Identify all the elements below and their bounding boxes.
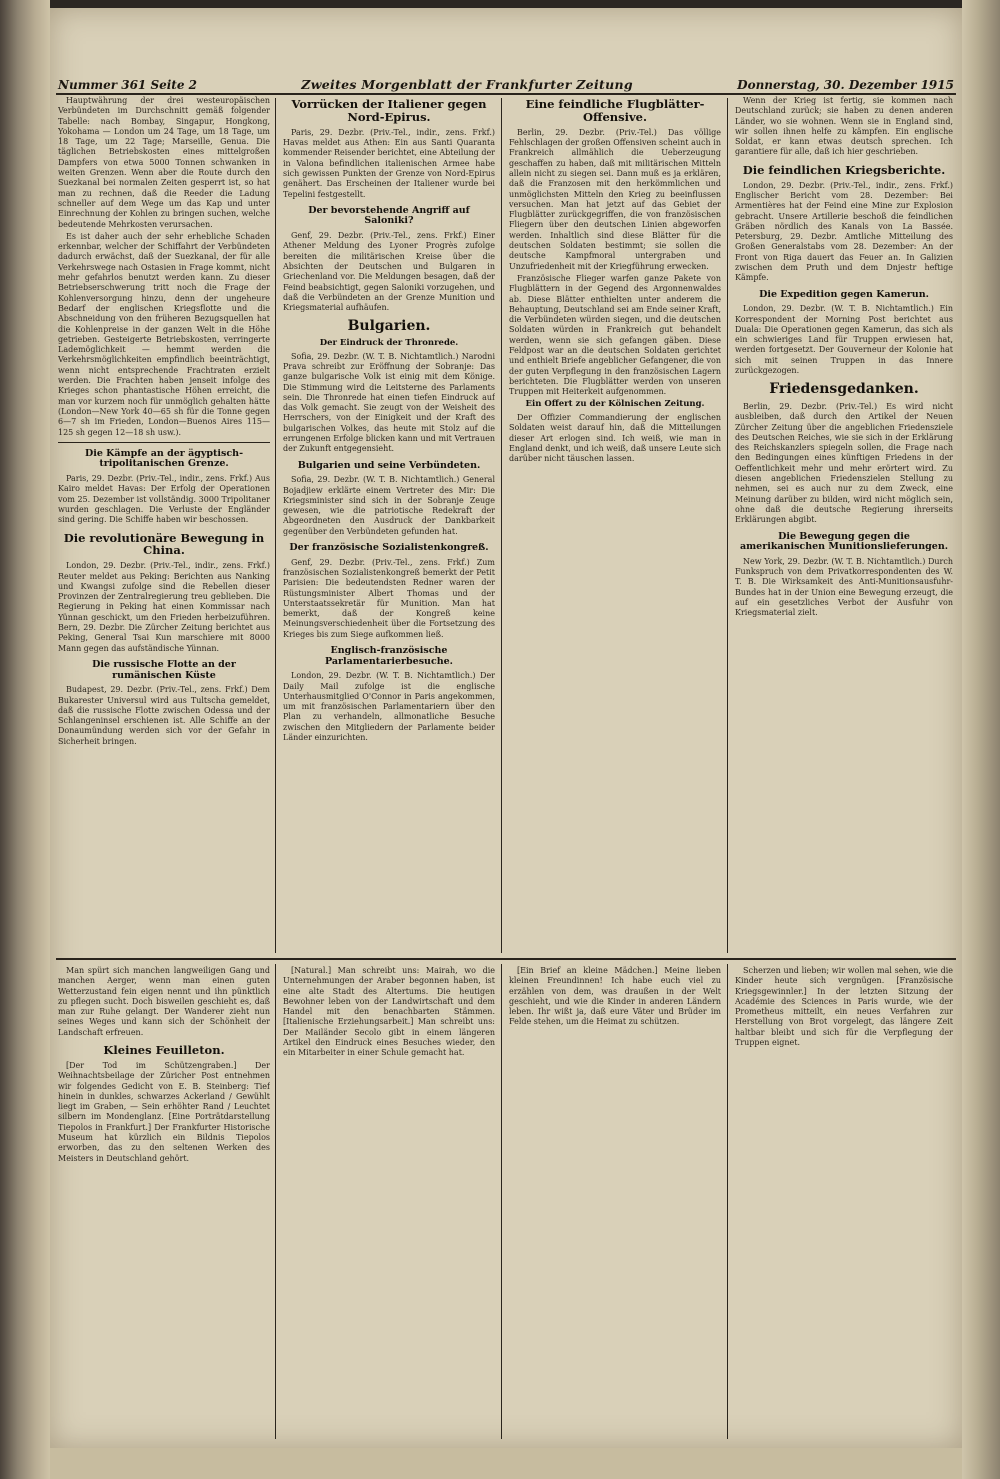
- column-divider: [501, 98, 502, 953]
- headline-leaflets: Eine feindliche Flugblätter-Offensive.: [525, 97, 705, 124]
- headline-offer: Ein Offert zu der Kölnischen Zeitung.: [525, 399, 705, 410]
- feuilleton-column-4: [735, 966, 953, 1441]
- issue-date: Donnerstag, 30. Dezember 1915: [737, 78, 954, 92]
- article-parliament-visits: London, 29. Dezbr. (W. T. B. Nichtamtlich.) Der Daily Mail zufolge ist die englische Unterhausmitglied O'Connor in Paris angekommen, um mit französischen Parlamentariern über den Plan zu verhandeln, allmonatliche Besuche zwischen den Mitgliedern der Parlamente beider Länder einzurichten.: [283, 671, 495, 743]
- newspaper-page: [50, 8, 962, 1448]
- column-divider: [727, 964, 728, 1439]
- column-divider: [275, 98, 276, 953]
- headline-italy: Vorrücken der Italiener gegen Nord-Epirus.: [291, 97, 487, 124]
- article-saloniki: Genf, 29. Dezbr. (Priv.-Tel., zens. Frkf.) Einer Athener Meldung des Lyoner Progrès zufolge bereiten die militärischen Kreise über die Absichten der Deutschen und Bulgaren in Griechenland vor. Die Meldungen besagen, daß der Feind beabsichtigt, gegen Saloniki vorzugehen, und daß die Verbündeten an der Grenze Munition und Kriegsmaterial aufhäufen.: [283, 231, 495, 313]
- headline-saloniki: Der bevorstehende Angriff auf Saloniki?: [308, 204, 470, 227]
- headline-peace: Friedensgedanken.: [769, 381, 919, 398]
- column-1: [58, 96, 270, 954]
- headline-feuilleton: Kleines Feuilleton.: [103, 1043, 225, 1058]
- column-divider: [727, 98, 728, 953]
- trade-route-text: Hauptwährung der drei westeuropäischen Verbündeten im Durchschnitt gemäß folgender Tabelle: nach Bombay, Singapur, Hongkong, Yokohama — London um 24 Tage, um 18 Tage, um 18 Tage, um 22 Tage; Marseille, Genua. Die täglichen Betriebskosten eines mittelgroßen Dampfers von etwa 5000 Tonnen schwanken in weiten Grenzen. Wenn aber die Route durch den Suezkanal bei normalen Zeiten gesperrt ist, so hat man zu rechnen, daß die Reeder die Ladung schneller auf dem Wege um das Kap und unter Einrechnung der Kohlen zu bringen suchen, welche bedeutende Mehrkosten verursachen.: [58, 96, 270, 229]
- feuilleton-rule: [56, 958, 956, 960]
- column-divider: [275, 964, 276, 1439]
- column-divider: [501, 964, 502, 1439]
- feuilleton-column-1: [58, 966, 270, 1441]
- issue-number: Nummer 361 Seite 2: [58, 78, 198, 92]
- feuilleton-column-2: [283, 966, 495, 1441]
- headline-socialist-congress: Der französische Sozialistenkongreß.: [289, 542, 489, 554]
- letter-text: Wenn der Krieg ist fertig, sie kommen nach Deutschland zurück; sie haben zu denen anderen Länder, wo sie wohnen. Wenn sie in England sind, wir sollen ihnen helfe zu kämpfen. Ein englische Soldat, er kann etwas deutsch sprechen. Ich garantiere für alle, daß ich hier geschrieben.: [735, 96, 953, 157]
- headline-cameroon: Die Expedition gegen Kamerun.: [759, 288, 929, 300]
- article-separator: [58, 442, 270, 443]
- headline-egypt: Die Kämpfe an der ägyptisch-tripolitanischen Grenze.: [84, 447, 244, 470]
- masthead-rule: [56, 93, 956, 95]
- newspaper-title: Zweites Morgenblatt der Frankfurter Zeitung: [301, 77, 633, 92]
- headline-war-reports: Die feindlichen Kriegsberichte.: [742, 162, 946, 177]
- page-bottom-edge: [50, 1448, 962, 1479]
- headline-bulgaria: Bulgarien.: [347, 318, 431, 335]
- article-leaflets-continued: Französische Flieger warfen ganze Pakete von Flugblättern in der Gegend des Argonnenwaldes ab. Diese Blätter enthielten unter anderem die Behauptung, Deutschland sei am Ende seiner Kraft, die Verbündeten würden siegen, und die deutschen Soldaten würden in Frankreich gut behandelt werden, wenn sie sich gefangen gäben. Diese Feldpost war an die deutschen Soldaten gerichtet und enthielt Briefe angeblicher Gefangener, die von der guten Verpflegung in den französischen Lagern berichteten. Die Flugblätter werden von unseren Truppen mit Heiterkeit aufgenommen.: [509, 273, 721, 397]
- article-war-reports: London, 29. Dezbr. (Priv.-Tel., indir., zens. Frkf.) Englischer Bericht vom 28. Dezember: Bei Armentières hat der Feind eine Mine zur Explosion gebracht. Unsere Artillerie beschoß die feindlichen Gräben nördlich des Kanals von La Bassée. Petersburg, 29. Dezbr. Amtliche Mitteilung des Großen Generalstabs vom 28. Dezember: An der Front von Riga dauert das Feuer an. In Galizien zwischen dem Pruth und dem Dnjestr heftige Kämpfe.: [735, 180, 953, 283]
- article-egypt: Paris, 29. Dezbr. (Priv.-Tel., indir., zens. Frkf.) Aus Kairo meldet Havas: Der Erfolg der Operationen vom 25. Dezember ist vollständig. 3000 Tripolitaner wurden geschlagen. Die Verluste der Engländer sind gering. Die Schiffe haben wir beschossen.: [58, 474, 270, 525]
- feuilleton-column-3-text: [Ein Brief an kleine Mädchen.] Meine lieben kleinen Freundinnen! Ich habe euch viel zu erzählen von dem, was draußen in der Welt geschieht, und wie die Kinder in anderen Ländern leben. Ihr wißt ja, daß eure Väter und Brüder im Felde stehen, um die Heimat zu schützen.: [509, 966, 721, 1027]
- feuilleton-column-2-text: [Natural.] Man schreibt uns: Mairah, wo die Unternehmungen der Araber begonnen haben, ist eine alte Stadt des Altertums. Die heutigen Bewohner leben von der Landwirtschaft und dem Handel mit den benachbarten Stämmen. [Italienische Erziehungsarbeit.] Man schreibt uns: Der Mailänder Secolo gibt in einem längeren Artikel den Eindruck eines Besuches wieder, den ein Mitarbeiter in einer Schule gemacht hat.: [283, 966, 495, 1058]
- headline-china: Die revolutionäre Bewegung in China.: [63, 530, 265, 558]
- headline-parliament-visits: Englisch-französische Parlamentarierbesuche.: [324, 645, 453, 667]
- headline-america: Die Bewegung gegen die amerikanischen Munitionslieferungen.: [739, 530, 949, 553]
- article-socialist-congress: Genf, 29. Dezbr. (Priv.-Tel., zens. Frkf.) Zum französischen Sozialistenkongreß bemerkt der Petit Parisien: Die bedeutendsten Redner waren der Rüstungsminister Albert Thomas und der Unterstaatssekretär für Munition. Man hat bemerkt, daß der Kongreß keine Meinungsverschiedenheit über die Fortsetzung des Krieges bis zum Siege aufkommen ließ.: [283, 557, 495, 639]
- article-america: New York, 29. Dezbr. (W. T. B. Nichtamtlich.) Durch Funkspruch von dem Privatkorrespondenten des W. T. B. Die Wirksamkeit des Anti-Munitionsausfuhr-Bundes hat in der Union eine Bewegung erzeugt, die auf ein gesetzliches Verbot der Ausfuhr von Kriegsmaterial zielt.: [735, 556, 953, 618]
- page-fore-edge: [962, 0, 1000, 1479]
- shipping-costs-text: Es ist daher auch der sehr erhebliche Schaden erkennbar, welcher der Schiffahrt der Verbündeten dadurch erwächst, daß der Suezkanal, der für alle Verkehrswege nach Ostasien in Frage kommt, nicht mehr gefahrlos benutzt werden kann. Zu dieser Betriebserschwerung tritt noch die Frage der Kohlenversorgung hinzu, denn der ungeheure Bedarf der englischen Kriegsflotte und die Abschneidung von den früheren Bezugsquellen hat die Kohlenpreise in der ganzen Welt in die Höhe getrieben. Gesteigerte Betriebskosten, verringerte Lademöglichkeit — hemmt werden die Verkehrsmöglichkeiten empfindlich beeinträchtigt, wenn nicht entsprechende Frachtraten erzielt werden. Die Frachten haben jenseit infolge des Krieges schon phantastische Höhen erreicht, die man vor kurzem noch für unmöglich gehalten hätte (London—New York 40—65 sh für die Tonne gegen 6—7 sh im Frieden, London—Buenos Aires 115—125 sh gegen 12—18 sh usw.).: [58, 231, 270, 437]
- feuilleton-text: [Der Tod im Schützengraben.] Der Weihnachtsbeilage der Züricher Post entnehmen wir folgendes Gedicht von E. B. Steinberg: Tief hinein in dunkles, schwarzes Ackerland / Gewühlt liegt im Graben, — Sein erhöhter Rand / Leuchtet silbern im Mondenglanz. [Eine Porträtdarstellung Tiepolos in Frankfurt.] Der Frankfurter Historische Museum hat kürzlich ein Bildnis Tiepolos erworben, das zu den seltenen Werken des Meisters in Deutschland gehört.: [58, 1060, 270, 1163]
- article-throne-speech: Sofia, 29. Dezbr. (W. T. B. Nichtamtlich.) Narodni Prava schreibt zur Eröffnung der Sobranje: Das ganze bulgarische Volk ist einig mit dem Könige. Die Stimmung wird die Leitsterne des Parlaments sein. Die Thronrede hat einen tiefen Eindruck auf das Volk gemacht. Sie zeugt von der Weisheit des Herrschers, von der Einigkeit und der Kraft des bulgarischen Volkes, das heute mit Stolz auf die errungenen Erfolge blicken kann und mit Vertrauen der Zukunft entgegensieht.: [283, 351, 495, 454]
- article-offer: Der Offizier Commandierung der englischen Soldaten weist darauf hin, daß die Mitteilungen dieser Art erlogen sind. Ich weiß, wie man in England denkt, und ich weiß, daß unsere Leute sich darüber nicht täuschen lassen.: [509, 412, 721, 464]
- column-4: [735, 96, 953, 954]
- article-peace: Berlin, 29. Dezbr. (Priv.-Tel.) Es wird nicht ausbleiben, daß durch den Artikel der Neuen Zürcher Zeitung über die angeblichen Friedensziele des Deutschen Reiches, wie sie sich in der Erklärung des Reichskanzlers spiegeln sollen, die Frage nach den Bedingungen eines künftigen Friedens in der Oeffentlichkeit mehr und mehr erörtert wird. Zu diesen angeblichen Friedenszielen Stellung zu nehmen, sei es auch nur zu dem Zweck, eine Meinung darüber zu bilden, wird nicht möglich sein, ohne daß die deutsche Regierung ihrerseits Erklärungen abgibt.: [735, 402, 953, 525]
- masthead: [58, 72, 954, 92]
- article-leaflets: Berlin, 29. Dezbr. (Priv.-Tel.) Das völlige Fehlschlagen der großen Offensiven scheint auch in Frankreich allmählich die Ueberzeugung geschaffen zu haben, daß mit militärischen Mitteln allein nicht zu siegen sei. Dann muß es ja erklären, daß die Franzosen mit den herkömmlichen und unmöglichsten Mitteln den Krieg zu beeinflussen versuchen. Man hat jetzt auf das Gebiet der Flugblätter zurückgegriffen, die von französischen Fliegern über den deutschen Linien abgeworfen werden. Inhaltlich sind diese Blätter für die deutschen Soldaten bestimmt; sie sollen die deutsche Kampfmoral untergraben und Unzufriedenheit mit der Kriegführung erwecken.: [509, 127, 721, 271]
- headline-russian-fleet: Die russische Flotte an der rumänischen Küste: [92, 658, 236, 681]
- feuilleton-intro-text: Man spürt sich manchen langweiligen Gang und manchen Aerger, wenn man einen guten Wetterzustand fein eigen nennt und ihn pünktlich zu pflegen sucht. Doch bisweilen geschieht es, daß man zur Ruhe gelangt. Der Wanderer zieht nun seines Weges und kann sich der Schönheit der Landschaft erfreuen.: [58, 966, 270, 1037]
- headline-bulgaria-allies: Bulgarien und seine Verbündeten.: [297, 459, 481, 471]
- column-2: [283, 96, 495, 954]
- subhead-throne-speech: Der Eindruck der Thronrede.: [319, 338, 459, 349]
- book-binding: [0, 0, 50, 1479]
- column-3: [509, 96, 721, 954]
- feuilleton-column-4-text: Scherzen und lieben; wir wollen mal sehen, wie die Kinder heute sich vergnügen. [Französische Kriegsgewinnler.] In der letzten Sitzung der Académie des Sciences in Paris wurde, wie der Prometheus mitteilt, ein neues Verfahren zur Herstellung von Brot vorgelegt, das längere Zeit haltbar bleibt und sich für die Verpflegung der Truppen eignet.: [735, 966, 953, 1048]
- article-china: London, 29. Dezbr. (Priv.-Tel., indir., zens. Frkf.) Reuter meldet aus Peking: Berichten aus Nanking und Kwangsi zufolge sind die Rebellen dieser Provinzen der Zentralregierung treu geblieben. Die Regierung in Peking hat einen Kommissar nach Yünnan geschickt, um den Frieden herbeizuführen. Bern, 29. Dezbr. Die Zürcher Zeitung berichtet aus Peking, General Tsai Kun marschiere mit 8000 Mann gegen das aufständische Yünnan.: [58, 561, 270, 653]
- article-italy: Paris, 29. Dezbr. (Priv.-Tel., indir., zens. Frkf.) Havas meldet aus Athen: Ein aus Santi Quaranta kommender Reisender berichtet, eine Abteilung der in Valona befindlichen italienischen Armee habe sich gewissen Punkten der Grenze von Nord-Epirus genähert. Das Erscheinen der Italiener wurde bei Tepelini festgestellt.: [283, 127, 495, 199]
- article-bulgaria-allies: Sofia, 29. Dezbr. (W. T. B. Nichtamtlich.) General Bojadjiew erklärte einem Vertreter des Mir: Die Kriegsminister sind sich in der Sobranje Zeuge gewesen, wie die patriotische Redekraft der Abgeordneten den Ausdruck der Dankbarkeit gegenüber den Verbündeten gefunden hat.: [283, 475, 495, 536]
- article-russian-fleet: Budapest, 29. Dezbr. (Priv.-Tel., zens. Frkf.) Dem Bukarester Universul wird aus Tultscha gemeldet, daß die russische Flotte zwischen Odessa und der Schlangeninsel erschienen ist. Alle Schiffe an der Donaumündung werden sich vor der Gefahr in Sicherheit bringen.: [58, 685, 270, 746]
- article-cameroon: London, 29. Dezbr. (W. T. B. Nichtamtlich.) Ein Korrespondent der Morning Post berichtet aus Duala: Die Operationen gegen Kamerun, das sich als ein schwieriges Land für Truppen erwiesen hat, werden fortgesetzt. Der Gouverneur der Kolonie hat sich mit seinen Truppen in das Innere zurückgezogen.: [735, 304, 953, 376]
- feuilleton-column-3: [509, 966, 721, 1441]
